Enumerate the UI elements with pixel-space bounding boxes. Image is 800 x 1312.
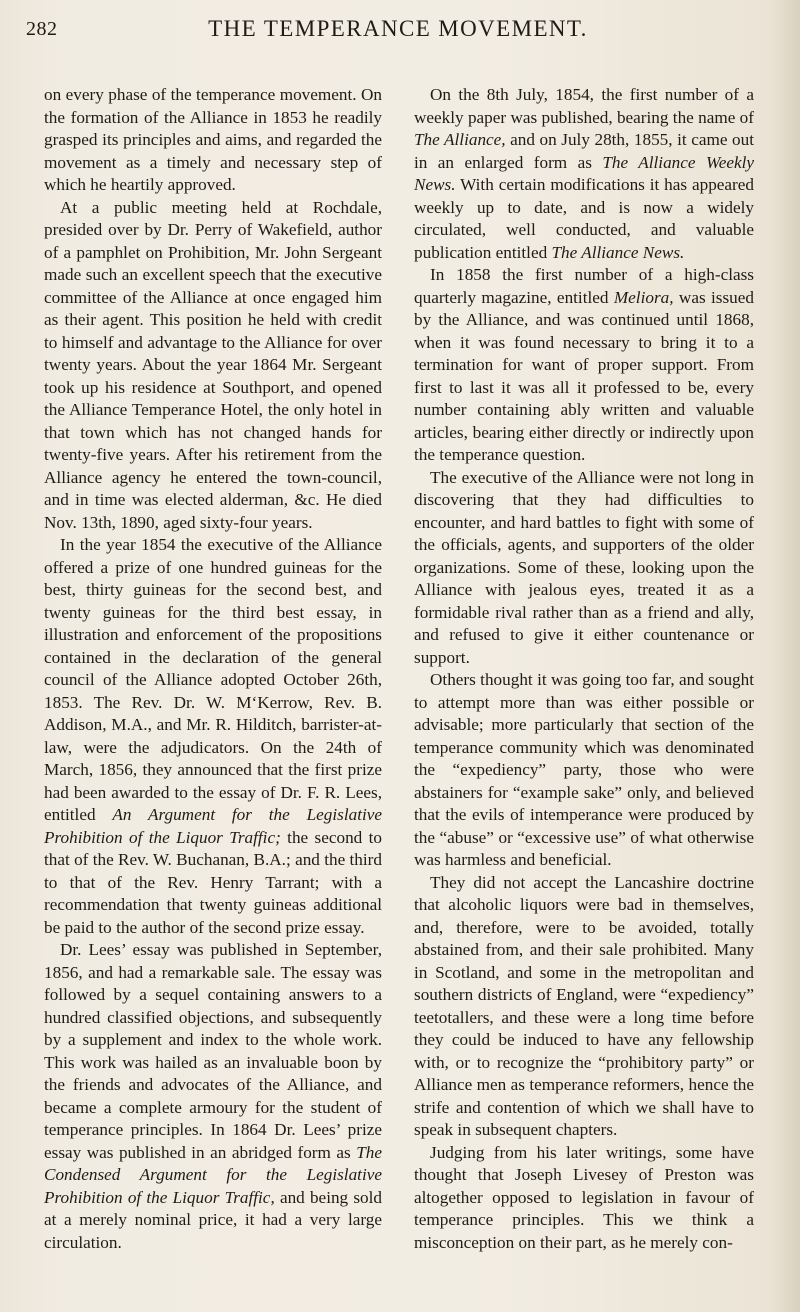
- paragraph-text: In the year 1854 the executive of the Alliance offered a prize of one hundred guineas for the best, thirty guineas for the second best, and twenty guineas for the third best essay, in illustration and enforcement of the propositions contained in the declaration of the general council of the Alliance adopted October 26th, 1853. The Rev. Dr. W. M‘Kerrow, Rev. B. Addison, M.A., and Mr. R. Hilditch, barrister-at-law, were the adjudicators. On the 24th of March, 1856, they announced that the first prize had been awarded to the essay of Dr. F. R. Lees, entitled: [44, 535, 382, 824]
- paragraph: [414, 84, 754, 264]
- left-text-column: [44, 84, 382, 1254]
- paragraph: [44, 84, 382, 197]
- paragraph: [414, 264, 754, 467]
- page-header: [26, 12, 770, 52]
- paragraph-text: was issued by the Alliance, and was continued until 1868, when it was found necessary to bring it to a termination for want of proper support. From first to last it was all it professed to be, every number containing ably written and valuable articles, bearing either directly or indirectly upon the temperance question.: [414, 287, 754, 464]
- paragraph-text: and on July 28th, 1855, it came out in an enlarged form as: [414, 130, 754, 172]
- right-text-column: [414, 84, 754, 1254]
- paragraph-text: the second to that of the Rev. W. Buchanan, B.A.; and the third to that of the Rev. Henry Tarrant; with a recommendation that twenty guineas additional be paid to the author of the second prize essay.: [44, 827, 382, 937]
- italic-title-text: An Argument for the Legislative Prohibition of the Liquor Traffic;: [44, 805, 383, 847]
- paragraph-text: With certain modifications it has appeared weekly up to date, and is now a widely circulated, well conducted, and valuable publication entitled: [414, 175, 754, 262]
- paragraph-text: Others thought it was going too far, and sought to attempt more than was either possible or advisable; more particularly that section of the temperance community which was denominated the “expediency” party, those who were abstainers for “example sake” only, and believed that the evils of intemperance were produced by the “abuse” or “excessive use” of what otherwise was harmless and beneficial.: [414, 670, 754, 869]
- page-number: 282: [26, 18, 58, 40]
- paragraph-text: on every phase of the temperance movement. On the formation of the Alliance in 1853 he readily grasped its principles and aims, and regarded the movement as a timely and necessary step of which he heartily approved.: [44, 85, 382, 194]
- italic-title-text: Meliora,: [613, 287, 674, 307]
- italic-title-text: The Alliance Weekly News.: [414, 152, 754, 194]
- paragraph-text: On the 8th July, 1854, the first number of a weekly paper was published, bearing the name of: [414, 85, 754, 127]
- italic-title-text: The Alliance,: [414, 130, 506, 149]
- running-title: THE TEMPERANCE MOVEMENT.: [208, 16, 588, 41]
- paragraph-text: They did not accept the Lancashire doctrine that alcoholic liquors were bad in themselves, and, therefore, were to be avoided, totally abstained from, and their sale prohibited. Many in Scotland, and some in the metropolitan and southern districts of England, were “expediency” teetotallers, and these were a long time before they could be induced to have any fellowship with, or to recognize the “prohibitory party” or Alliance men as temperance reformers, hence the strife and contention of which we shall have to speak in subsequent chapters.: [414, 872, 754, 1139]
- paragraph-text: At a public meeting held at Rochdale, presided over by Dr. Perry of Wakefield, author of a pamphlet on Prohibition, Mr. John Sergeant made such an excellent speech that the executive committee of the Alliance at once engaged him as their agent. This position he held with credit to himself and advantage to the Alliance for over twenty years. About the year 1864 Mr. Sergeant took up his residence at Southport, and opened the Alliance Temperance Hotel, the only hotel in that town which has not changed hands for twenty-five years. After his retirement from the Alliance agency he entered the town-council, and in time was elected alderman, &c. He died Nov. 13th, 1890, aged sixty-four years.: [44, 197, 382, 532]
- paragraph-text: and being sold at a merely nominal price, it had a very large circulation.: [44, 1187, 383, 1252]
- paragraph-text: In 1858 the first number of a high-class quarterly magazine, entitled: [414, 265, 754, 307]
- paragraph: [414, 467, 754, 670]
- paragraph: [44, 939, 382, 1254]
- paragraph: [414, 1142, 754, 1255]
- paragraph: [414, 669, 754, 872]
- italic-title-text: The Condensed Argument for the Legislative Prohibition of the Liquor Traffic,: [44, 1142, 382, 1207]
- paragraph-text: Dr. Lees’ essay was published in September, 1856, and had a remarkable sale. The essay was followed by a sequel containing answers to a hundred classified objections, and subsequently by a supplement and index to the whole work. This work was hailed as an invaluable boon by the friends and advocates of the Alliance, and became a complete armoury for the student of temperance principles. In 1864 Dr. Lees’ prize essay was published in an abridged form as: [44, 940, 382, 1162]
- paragraph: [44, 534, 382, 939]
- italic-title-text: The Alliance News.: [551, 242, 685, 262]
- column-gutter: [397, 84, 398, 1284]
- paragraph: [414, 872, 754, 1142]
- paragraph-text: The executive of the Alliance were not long in discovering that they had difficulties to encounter, and hard battles to fight with some of the officials, agents, and supporters of the older organizations. Some of these, looking upon the Alliance with jealous eyes, treated it as a formidable rival rather than as a friend and ally, and refused to give it either countenance or support.: [414, 467, 754, 667]
- paragraph-text: Judging from his later writings, some have thought that Joseph Livesey of Preston was altogether opposed to legislation in favour of temperance principles. This we think a misconception on their part, as he merely con-: [414, 1142, 754, 1252]
- paragraph: [44, 197, 382, 535]
